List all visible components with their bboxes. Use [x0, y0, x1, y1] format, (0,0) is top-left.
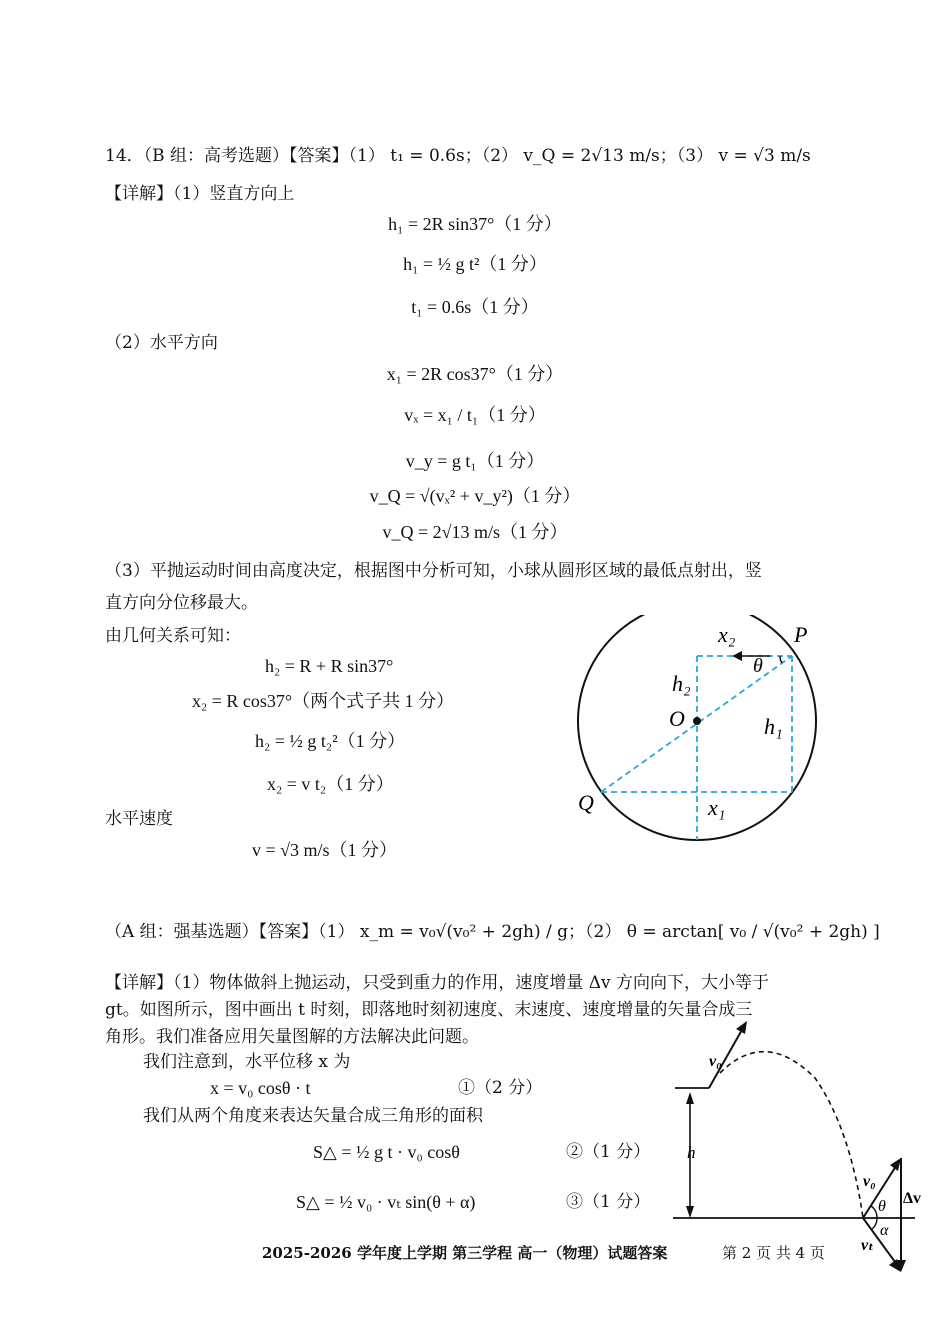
equation-tag: ②（1 分）: [566, 1142, 651, 1162]
alpha-label: α: [880, 1222, 889, 1239]
h2-label: h₂: [672, 671, 691, 696]
qa-detail-line: gt。如图所示，图中画出 t 时刻，即落地时刻初速度、末速度、速度增量的矢量合成三: [105, 1000, 753, 1020]
geometry-label: 由几何关系可知：: [105, 626, 241, 646]
center-o-label: O: [669, 706, 685, 731]
arrow-head: [732, 651, 742, 661]
theta-arc: [871, 1206, 877, 1218]
qa-area-line: 我们从两个角度来表达矢量合成三角形的面积: [143, 1106, 483, 1126]
x1-label: x₁: [708, 795, 726, 820]
equation: vₓ = x₁ / t₁（1 分）: [404, 405, 546, 425]
equation: v_Q = 2√13 m/s（1 分）: [382, 522, 568, 542]
q14-part3-line: （3）平抛运动时间由高度决定，根据图中分析可知，小球从圆形区域的最低点射出，竖: [105, 561, 762, 581]
equation-tag: ③（1 分）: [566, 1192, 651, 1212]
point-p-label: P: [794, 622, 808, 647]
equation-tag: ①（2 分）: [458, 1078, 543, 1098]
height-label: h: [687, 1143, 696, 1162]
q14-answer-heading: 14．（B 组：高考选题）【答案】（1） t₁ = 0.6s；（2） v_Q = 2√13 m/s；（3） v = √3 m/s: [105, 146, 811, 166]
center-dot: [693, 717, 701, 725]
footer-page-number: 第 2 页 共 4 页: [722, 1244, 825, 1262]
theta-label: θ: [753, 655, 763, 677]
trajectory-curve: [720, 1052, 863, 1218]
arrow-head: [890, 1158, 901, 1171]
point-q-label: Q: [578, 790, 594, 815]
equation: v_Q = √(vₓ² + v_y²)（1 分）: [369, 486, 581, 506]
equation: x = v₀ cosθ · t: [210, 1078, 311, 1098]
equation: S△ = ½ v₀ · vₜ sin(θ + α): [296, 1192, 476, 1212]
equation: x₁ = 2R cos37°（1 分）: [386, 364, 564, 384]
equation: v_y = g t₁（1 分）: [405, 451, 545, 471]
delta-v-label: Δv: [903, 1190, 922, 1207]
theta-label: θ: [878, 1198, 886, 1215]
v0-label: v₀: [863, 1173, 876, 1190]
h1-label: h₁: [764, 714, 783, 739]
circle-diagram: [570, 615, 860, 850]
v0-top-label: v₀: [709, 1053, 722, 1070]
equation: x₂ = R cos37°（两个式子共 1 分）: [192, 691, 455, 711]
arrow-head: [736, 1021, 747, 1034]
equation: h₁ = 2R sin37°（1 分）: [388, 214, 562, 234]
qa-note-line: 我们注意到，水平位移 x 为: [143, 1052, 351, 1072]
equation: x₂ = v t₂（1 分）: [267, 774, 394, 794]
qa-detail-line: 角形。我们准备应用矢量图解的方法解决此问题。: [105, 1027, 479, 1047]
equation: h₂ = R + R sin37°: [265, 656, 394, 676]
q14-part2-label: （2）水平方向: [105, 333, 218, 353]
q14-detail-label: 【详解】（1）竖直方向上: [105, 184, 295, 204]
x2-label: x₂: [718, 622, 736, 647]
arrow-head: [686, 1206, 694, 1218]
equation: v = √3 m/s（1 分）: [252, 840, 398, 860]
equation: h₁ = ½ g t²（1 分）: [403, 254, 547, 274]
alpha-arc: [872, 1218, 877, 1229]
equation: h₂ = ½ g t₂²（1 分）: [255, 731, 406, 751]
equation: t₁ = 0.6s（1 分）: [411, 297, 539, 317]
horizontal-speed-label: 水平速度: [105, 809, 173, 829]
equation: S△ = ½ g t · v₀ cosθ: [313, 1142, 460, 1162]
qa-answer-heading: （A 组：强基选题）【答案】（1） x_m = v₀√(v₀² + 2gh) / g；（2） θ = arctan[ v₀ / √(v₀² + 2gh) ]: [105, 922, 880, 942]
qa-detail-line: 【详解】（1）物体做斜上抛运动，只受到重力的作用，速度增量 Δv 方向向下，大小等于: [105, 973, 770, 993]
footer-title: 2025-2026 学年度上学期 第三学程 高一（物理）试题答案: [262, 1244, 668, 1262]
theta-arc: [780, 656, 782, 663]
vt-label: vₜ: [861, 1237, 875, 1254]
q14-part3-line: 直方向分位移最大。: [105, 593, 258, 613]
arrow-head: [686, 1092, 694, 1104]
